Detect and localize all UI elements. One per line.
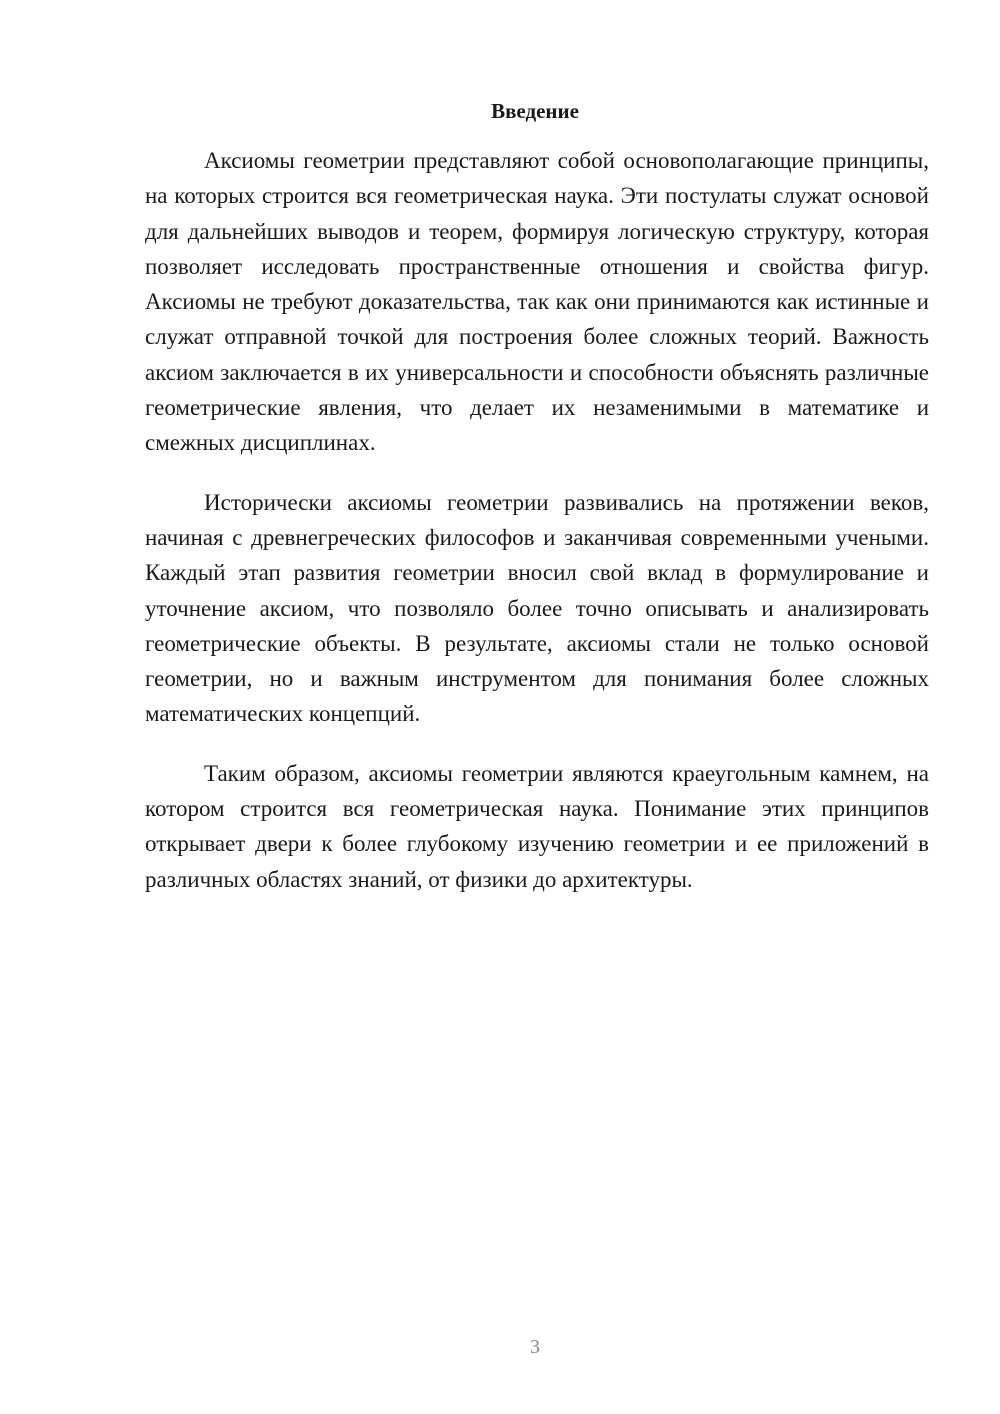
paragraph-1: Аксиомы геометрии представляют собой основополагающие принципы, на которых строится вся геометрическая наука. Эти постулаты служат основой для дальнейших выводов и теорем, формируя логическую структуру, которая позволяет исследовать пространственные отношения и свойства фигур. Аксиомы не требуют доказательства, так как они принимаются как истинные и служат отправной точкой для построения более сложных теорий. Важность аксиом заключается в их универсальности и способности объяснять различные геометрические явления, что делает их незаменимыми в математике и смежных дисциплинах. (145, 148, 929, 456)
body-text (145, 143, 929, 921)
paragraph-3: Таким образом, аксиомы геометрии являются краеугольным камнем, на котором строится вся геометрическая наука. Понимание этих принципов открывает двери к более глубокому изучению геометрии и ее приложений в различных областях знаний, от физики до архитектуры. (145, 760, 929, 892)
page-number: 3 (530, 1336, 540, 1358)
section-title: Введение (491, 99, 579, 123)
paragraph-2: Исторически аксиомы геометрии развивались на протяжении веков, начиная с древнегреческих философов и заканчивая современными учеными. Каждый этап развития геометрии вносил свой вклад в формулирование и уточнение аксиом, что позволяло более точно описывать и анализировать геометрические объекты. В результате, аксиомы стали не только основой геометрии, но и важным инструментом для понимания более сложных математических концепций. (145, 489, 929, 727)
